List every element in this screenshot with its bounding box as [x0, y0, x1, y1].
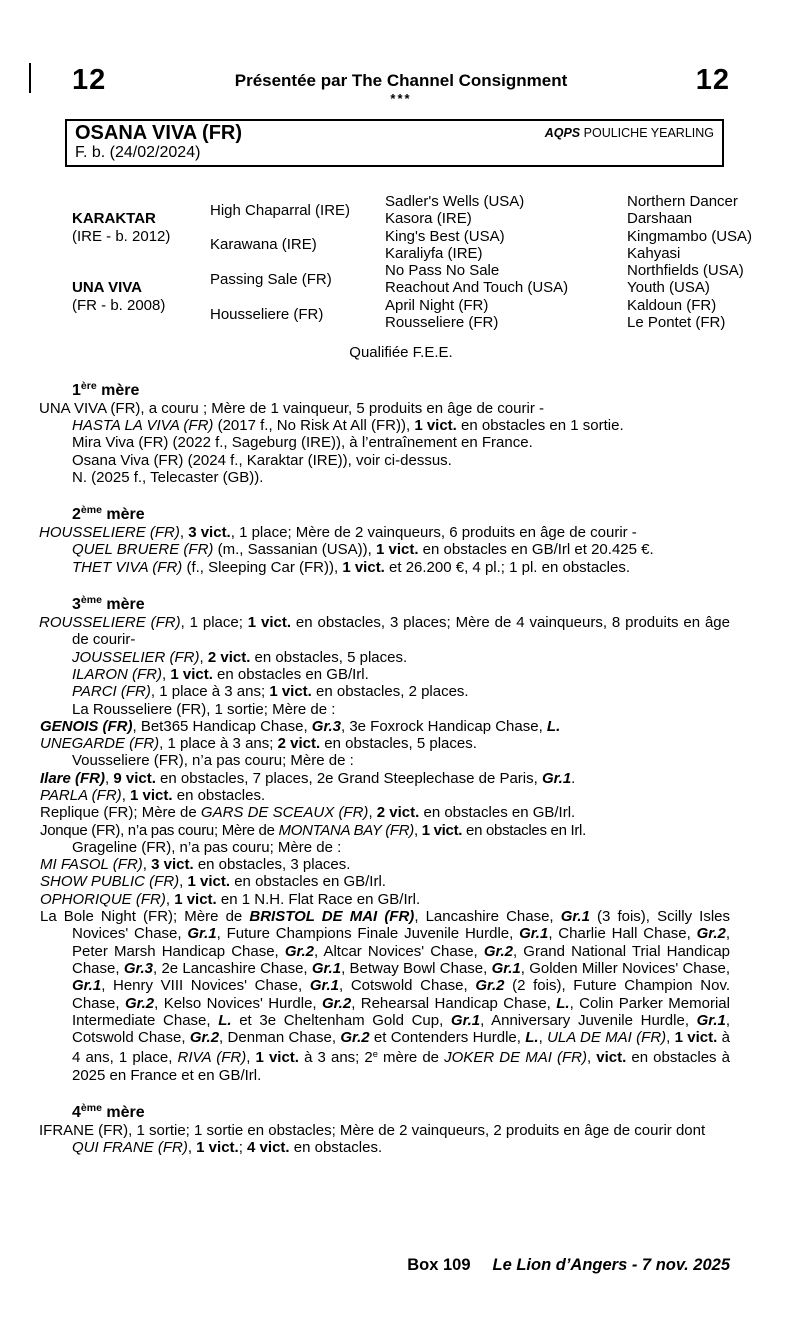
text-run: 1 vict.	[674, 1029, 718, 1047]
text-run: et Contenders Hurdle,	[369, 1029, 526, 1047]
text-run: , Colin Parker Memorial Intermediate Chase,	[72, 994, 730, 1029]
text-run: en obstacles.	[172, 787, 266, 804]
text-run: Grageline (FR), n’a pas couru; Mère de :	[72, 838, 342, 856]
text-run: HASTA LA VIVA (FR)	[72, 416, 214, 434]
sections	[39, 377, 731, 1157]
pedigree-gen1-column	[72, 193, 210, 331]
parent-origin: (IRE - b. 2012)	[72, 227, 171, 245]
text-run: (2 fois), Future Champion Nov. Chase,	[72, 977, 731, 1012]
text-run: (3 fois), Scilly Isles Novices' Chase,	[72, 908, 731, 943]
pedigree-ancestor-cell: Rousseliere (FR)	[385, 314, 499, 332]
pedigree-ancestor-cell: Youth (USA)	[627, 279, 710, 297]
text-run: Gr.2	[483, 942, 514, 960]
text-run: , Lancashire Chase,	[414, 908, 561, 926]
consignor-title: Présentée par The Channel Consignment	[234, 71, 568, 90]
text-run: , Henry VIII Novices' Chase,	[101, 977, 310, 995]
text-run: Gr.1	[491, 959, 521, 977]
pedigree-text-paragraph	[72, 752, 730, 769]
text-run: , 1 place à 3 ans;	[150, 683, 270, 701]
text-run: JOKER DE MAI (FR)	[444, 1049, 587, 1067]
pedigree-text-paragraph	[72, 683, 730, 700]
section-heading	[72, 591, 730, 614]
text-run: (f., Sleeping Car (FR)),	[182, 558, 343, 576]
text-run: , Kelso Novices' Hurdle,	[154, 994, 322, 1012]
parent-name: KARAKTAR	[72, 210, 156, 228]
text-run: .	[571, 769, 576, 787]
pedigree-text-paragraph	[72, 666, 730, 683]
text-run: en obstacles en Irl.	[462, 821, 586, 839]
text-run: 1 vict.	[196, 1139, 239, 1157]
text-run: Gr.1	[311, 959, 342, 977]
pedigree-ancestor-cell: Kasora (IRE)	[385, 210, 472, 228]
pedigree-ancestor-cell: Reachout And Touch (USA)	[385, 279, 569, 297]
text-run: 1 vict.	[269, 683, 312, 701]
scan-artifact-mark	[29, 63, 31, 93]
text-run: 9 vict.	[113, 769, 156, 787]
pedigree-text-paragraph	[40, 769, 730, 787]
text-run: ,	[413, 821, 422, 839]
text-run: Gr.1	[187, 925, 217, 943]
text-run: L.	[525, 1029, 539, 1047]
section-heading	[72, 1099, 730, 1122]
text-run: IFRANE (FR), 1 sortie; 1 sortie en obstacles; Mère de 2 vainqueurs, 2 produits en âge de courir dont	[39, 1122, 706, 1140]
text-run: Mira Viva (FR) (2022 f., Sageburg (IRE)), à l’entraînement en France.	[72, 434, 533, 452]
text-run: L.	[546, 717, 561, 735]
horse-identity	[75, 123, 242, 162]
text-run: BRISTOL DE MAI (FR)	[249, 908, 415, 926]
text-run: Gr.1	[560, 908, 590, 926]
text-run: ,	[246, 1049, 256, 1067]
text-run: en obstacles en 1 sortie.	[456, 416, 624, 434]
text-run: Gr.2	[322, 994, 352, 1012]
text-run: 2 vict.	[376, 804, 420, 822]
text-run: GARS DE SCEAUX (FR)	[200, 804, 369, 822]
text-run: L.	[218, 1011, 232, 1029]
text-run: Gr.2	[340, 1029, 370, 1047]
text-run: à 4 ans, 1 place,	[72, 1029, 730, 1067]
text-run: La Rousseliere (FR), 1 sortie; Mère de :	[72, 700, 336, 718]
horse-title-box	[65, 119, 724, 167]
text-run: (2017 f., No Risk At All (FR)),	[213, 416, 415, 434]
text-run: , Altcar Novices' Chase,	[314, 942, 484, 960]
pedigree-ancestor-cell: Northern Dancer	[627, 192, 738, 210]
text-run: ,	[165, 890, 175, 908]
pedigree-text-paragraph	[40, 787, 730, 804]
text-run: GENOIS (FR)	[40, 717, 133, 735]
text-run: Gr.2	[124, 994, 155, 1012]
text-run: 1 vict.	[130, 787, 173, 804]
pedigree-text-paragraph	[72, 541, 730, 558]
pedigree-table	[72, 192, 753, 332]
pedigree-ancestor-cell: Le Pontet (FR)	[627, 314, 726, 332]
text-run: ULA DE MAI (FR)	[547, 1029, 667, 1047]
section-heading	[72, 377, 730, 400]
text-run: UNA VIVA (FR), a couru ; Mère de 1 vainqueur, 5 produits en âge de courir -	[39, 399, 544, 417]
text-run: 1 vict.	[187, 873, 231, 891]
text-run: à 3 ans; 2	[298, 1049, 373, 1067]
text-run: ,	[162, 665, 171, 683]
text-run: vict.	[596, 1049, 627, 1067]
section-ordinal-suffix: ème	[80, 1102, 102, 1115]
text-run: OPHORIQUE (FR)	[40, 890, 166, 908]
pedigree-text-paragraph	[72, 434, 730, 451]
parent-name: UNA VIVA	[72, 279, 143, 297]
text-run: 1 vict.	[414, 416, 457, 434]
pedigree-text-paragraph	[72, 452, 730, 469]
text-run: , 1 place à 3 ans;	[159, 735, 278, 753]
text-run: ,	[368, 804, 377, 822]
pedigree-text-paragraph	[72, 701, 730, 718]
text-run: , Charlie Hall Chase,	[548, 925, 697, 943]
text-run: MONTANA BAY (FR)	[278, 821, 414, 839]
text-run: ,	[179, 873, 188, 891]
text-run: , 1 place;	[180, 614, 248, 632]
text-run: ,	[187, 1139, 197, 1157]
sale-venue-date: Le Lion d’Angers - 7 nov. 2025	[492, 1256, 730, 1274]
text-run: Vousseliere (FR), n’a pas couru; Mère de :	[72, 752, 354, 770]
text-run: , Denman Chase,	[219, 1029, 341, 1047]
pedigree-text-paragraph	[72, 649, 730, 666]
text-run: , Bet365 Handicap Chase,	[132, 717, 312, 735]
section-word: mère	[96, 381, 140, 399]
text-run: , Betway Bowl Chase,	[341, 959, 492, 977]
pedigree-parent-cell	[72, 262, 210, 331]
pedigree-parent-cell	[72, 193, 210, 262]
horse-details: F. b. (24/02/2024)	[75, 144, 201, 162]
text-run: 1 vict.	[342, 558, 385, 576]
text-run: , Grand National Trial Handicap Chase,	[72, 942, 731, 977]
pedigree-text-paragraph	[39, 1122, 730, 1140]
text-run: ,	[142, 856, 152, 874]
text-run: ILARON (FR)	[72, 665, 162, 683]
text-run: 1 vict.	[174, 890, 217, 908]
text-run: Replique (FR); Mère de	[40, 804, 201, 822]
section-ordinal-suffix: ème	[80, 504, 102, 517]
text-run: en obstacles, 5 places.	[250, 648, 408, 666]
text-run: 3 vict.	[151, 856, 194, 874]
text-run: en obstacles en GB/Irl.	[230, 873, 386, 891]
text-run: , Rehearsal Handicap Chase,	[351, 994, 557, 1012]
text-run: Gr.3	[311, 717, 341, 735]
pedigree-ancestor-cell: Kahyasi	[627, 244, 681, 262]
text-run: ,	[179, 524, 189, 542]
text-run: Gr.2	[696, 925, 726, 943]
section-ordinal-suffix: ère	[80, 379, 97, 392]
text-run: , Anniversary Juvenile Hurdle,	[480, 1011, 697, 1029]
lot-number-left: 12	[72, 64, 107, 96]
pedigree-ancestor-cell: Northfields (USA)	[627, 262, 744, 280]
text-run: Jonque (FR), n’a pas couru; Mère de	[40, 821, 279, 839]
text-run: 2 vict.	[207, 648, 251, 666]
text-run: JOUSSELIER (FR)	[72, 648, 200, 666]
section-number: 2	[72, 506, 81, 524]
parent-origin: (FR - b. 2008)	[72, 296, 166, 314]
text-run: ,	[105, 769, 114, 787]
text-run: en obstacles en GB/Irl.	[419, 804, 576, 822]
qualification-note: Qualifiée F.E.E.	[349, 344, 453, 362]
pedigree-text-paragraph	[72, 1139, 730, 1156]
text-run: en obstacles en GB/Irl.	[212, 665, 369, 683]
section-word: mère	[101, 1104, 145, 1122]
pedigree-gen2-cell: Passing Sale (FR)	[210, 270, 332, 288]
pedigree-gen4-column	[627, 192, 753, 332]
text-run: ROUSSELIERE (FR)	[39, 614, 181, 632]
pedigree-gen2-cell: High Chaparral (IRE)	[210, 201, 351, 219]
text-run: ,	[538, 1029, 548, 1047]
pedigree-text-paragraph	[40, 735, 730, 753]
text-run: Gr.2	[475, 977, 505, 995]
pedigree-ancestor-cell: Kingmambo (USA)	[627, 227, 753, 245]
pedigree-text-paragraph	[39, 614, 730, 649]
pedigree-text-paragraph	[72, 469, 730, 486]
pedigree-text-paragraph	[40, 717, 730, 735]
text-run: Gr.1	[450, 1011, 481, 1029]
pedigree-ancestor-cell: Karaliyfa (IRE)	[385, 244, 483, 262]
pedigree-ancestor-cell: King's Best (USA)	[385, 227, 505, 245]
horse-name: OSANA VIVA (FR)	[75, 122, 243, 145]
section-number: 3	[72, 596, 81, 614]
text-run: mère de	[377, 1049, 445, 1067]
text-run: QUI FRANE (FR)	[72, 1139, 188, 1157]
text-run: La Bole Night (FR); Mère de	[40, 908, 250, 926]
pedigree-text-paragraph	[40, 804, 730, 822]
text-run: N. (2025 f., Telecaster (GB)).	[72, 468, 264, 486]
text-run: PARCI (FR)	[72, 683, 151, 701]
text-run: PARLA (FR)	[40, 787, 122, 804]
text-run: Gr.1	[696, 1011, 726, 1029]
text-run: Gr.2	[284, 942, 315, 960]
text-run: 3 vict.	[188, 524, 231, 542]
text-run: (m., Sassanian (USA)),	[213, 541, 376, 559]
section-heading	[72, 501, 730, 524]
text-run: L.	[556, 994, 570, 1012]
pedigree-gen3-column	[385, 193, 627, 331]
text-run: Osana Viva (FR) (2024 f., Karaktar (IRE)), voir ci-dessus.	[72, 451, 452, 469]
text-run: Gr.3	[123, 959, 153, 977]
consignor-block	[235, 66, 568, 105]
text-run: MI FASOL (FR)	[40, 856, 143, 874]
text-run: ,	[586, 1049, 597, 1067]
text-run: 1 vict.	[247, 614, 292, 632]
text-run: 1 vict.	[170, 665, 213, 683]
text-run: , 3e Foxrock Handicap Chase,	[340, 717, 547, 735]
text-run: HOUSSELIERE (FR)	[39, 524, 180, 542]
lot-number-right: 12	[695, 64, 730, 96]
text-run: Gr.2	[189, 1029, 220, 1047]
text-run: SHOW PUBLIC (FR)	[40, 873, 180, 891]
pedigree-gen2-column	[210, 193, 385, 331]
text-run: THET VIVA (FR)	[72, 558, 183, 576]
text-run: Gr.1	[72, 977, 102, 995]
text-run: Gr.1	[541, 769, 572, 787]
text-run: Ilare (FR)	[40, 769, 106, 787]
text-run: Gr.1	[519, 925, 549, 943]
text-run: , Peter Marsh Handicap Chase,	[72, 925, 730, 960]
text-run: 1 vict.	[421, 821, 463, 839]
text-run: en obstacles.	[289, 1139, 383, 1157]
section-ordinal-suffix: ème	[80, 594, 102, 607]
text-run: QUEL BRUERE (FR)	[72, 541, 214, 559]
text-run: UNEGARDE (FR)	[40, 735, 160, 753]
text-run: , 2e Lancashire Chase,	[153, 959, 312, 977]
section-word: mère	[101, 506, 145, 524]
text-run: en obstacles, 5 places.	[320, 735, 477, 753]
box-number: Box 109	[407, 1256, 471, 1274]
section-number: 4	[72, 1104, 81, 1122]
pedigree-text-paragraph	[72, 839, 730, 856]
horse-category	[545, 123, 714, 162]
text-run: ,	[199, 648, 208, 666]
pedigree-text-paragraph	[40, 908, 731, 1084]
pedigree-text-paragraph	[72, 417, 730, 434]
pedigree-text-paragraph	[40, 821, 730, 839]
text-run: en obstacles, 3 places; Mère de 4 vainqueurs, 8 produits en âge de courir-	[72, 614, 730, 649]
text-run: 1 vict.	[255, 1049, 299, 1067]
text-run: , 1 place; Mère de 2 vainqueurs, 6 produits en âge de courir -	[230, 524, 637, 542]
breed-label: AQPS	[544, 126, 581, 141]
section-number: 1	[72, 381, 81, 399]
text-run: en obstacles, 7 places, 2e Grand Steeplechase de Paris,	[155, 769, 542, 787]
text-run: en obstacles à 2025 en France et en GB/Irl.	[72, 1049, 730, 1084]
text-run: e	[372, 1049, 378, 1060]
text-run: , Future Champions Finale Juvenile Hurdle,	[216, 925, 520, 943]
text-run: Gr.1	[309, 977, 340, 995]
pedigree-ancestor-cell: Kaldoun (FR)	[627, 296, 717, 314]
page-footer	[0, 1256, 730, 1275]
text-run: RIVA (FR)	[177, 1049, 247, 1067]
text-run: en 1 N.H. Flat Race en GB/Irl.	[216, 890, 421, 908]
text-run: ,	[666, 1029, 675, 1047]
pedigree-ancestor-cell: Sadler's Wells (USA)	[385, 192, 525, 210]
text-run: et 26.200 €, 4 pl.; 1 pl. en obstacles.	[384, 558, 631, 576]
pedigree-text-paragraph	[72, 559, 730, 576]
text-run: 2 vict.	[277, 735, 321, 753]
text-run: et 3e Cheltenham Gold Cup,	[231, 1011, 451, 1029]
pedigree-text-paragraph	[40, 856, 730, 874]
section-word: mère	[101, 596, 145, 614]
pedigree-ancestor-cell: April Night (FR)	[385, 296, 489, 314]
text-run: ,	[121, 787, 131, 804]
pedigree-text-paragraph	[40, 890, 730, 908]
text-run: , Golden Miller Novices' Chase,	[520, 959, 730, 977]
text-run: ;	[238, 1139, 248, 1157]
pedigree-gen2-cell: Karawana (IRE)	[210, 236, 317, 254]
pedigree-gen2-cell: Housseliere (FR)	[210, 305, 324, 323]
text-run: en obstacles, 3 places.	[193, 856, 351, 874]
text-run: , Cotswold Chase,	[72, 1011, 730, 1047]
pedigree-ancestor-cell: No Pass No Sale	[385, 262, 500, 280]
page-header	[72, 0, 730, 105]
text-run: 1 vict.	[375, 541, 419, 559]
text-run: 4 vict.	[247, 1139, 290, 1157]
text-run: en obstacles en GB/Irl et 20.425 €.	[418, 541, 654, 559]
pedigree-text-paragraph	[39, 399, 730, 417]
category-label: POULICHE YEARLING	[580, 126, 714, 141]
text-run: , Cotswold Chase,	[339, 977, 476, 995]
pedigree-text-paragraph	[39, 524, 730, 542]
text-run: en obstacles, 2 places.	[311, 683, 469, 701]
pedigree-text-paragraph	[40, 873, 730, 891]
stars-separator: ***	[390, 91, 412, 107]
pedigree-ancestor-cell: Darshaan	[627, 210, 693, 228]
